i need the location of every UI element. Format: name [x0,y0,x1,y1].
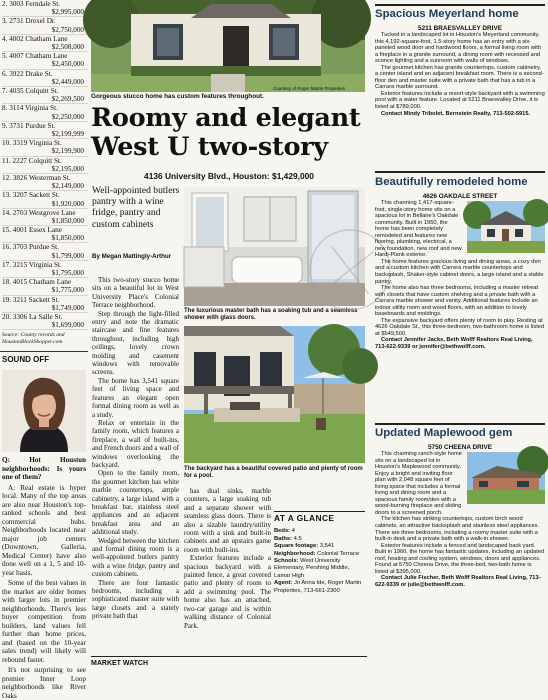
body-paragraph: Exterior features include a spacious backyard with a painted fence, a great covered patio and plenty of room to add a swimming pool. The home also has an attached, two-car garage and is within walking distance of Colonial Park. [184,554,271,630]
listing-price: $2,508,000 [51,42,84,51]
photo-credit: Courtesy of Roger Martin Properties [273,86,346,91]
listing-row [2,243,88,260]
listing-address: 6. 3922 Drake St. [2,69,53,78]
listing-address: 16. 3703 Purdue St. [2,243,59,252]
body-paragraph: There are four fantastic bedrooms, including a sophisticated master suite with large closets and a stately private bath that [92,578,179,621]
listings-source: Source: County records and HoustonBlockShopper.com [2,332,65,345]
listing-price: $1,795,000 [51,269,84,278]
rule [375,171,545,173]
spacious-address: 5211 BRAESVALLEY DRIVE [418,25,502,32]
listing-price: $2,195,000 [51,164,84,173]
columnist-photo [2,370,86,452]
rule [375,4,545,6]
listing-row [2,261,88,278]
remodeled-section [375,176,545,351]
glance-item: Square footage: 3,541 [274,543,335,550]
spacious-body [375,32,545,117]
listing-address: 9. 3731 Purdue St. [2,121,56,130]
body-paragraph: Relax or entertain in the family room, which features a fireplace, a wall of built-ins, and French doors and a wall of windows overlooking the backyard. [92,418,179,469]
spacious-meyerland-section [375,8,545,117]
listing-address: 2. 3003 Ferndale St. [2,0,61,8]
listing-price: $2,199,900 [51,147,84,156]
listing-price: $2,450,000 [51,60,84,69]
maplewood-title: Updated Maplewood gem [375,427,513,439]
listing-row [2,17,88,34]
listing-address: 11. 2227 Colquitt St. [2,156,62,165]
maplewood-address: 5750 CHEENA DRIVE [427,444,493,451]
listing-row [2,122,88,139]
answer-para: It's not surprising to see premier Inner Loop neighborhoods like River Oaks [2,666,86,700]
listing-price: $1,799,000 [51,251,84,260]
listing-address: 18. 4015 Chatham Lane [2,278,72,287]
listing-price: $1,920,000 [51,199,84,208]
body-paragraph: Open to the family room, the gourmet kitchen has white marble countertops, ample cabinetry, a large island with a breakfast bar, stainless steel appliances and an adjacent breakfast area and an additional study. [92,469,179,537]
body-paragraph: The home has 3,541 square feet of living space and features an elegant open formal dining room as well as a study. [92,376,179,419]
listing-row [2,104,88,121]
agent-contact: Contact Julie Fischer, Beth Wolff Realtors Real Living, 713-622-9339 or julie@bethwolff.com. [375,575,541,588]
listing-row [2,157,88,174]
yard-photo-caption: The backyard has a beautiful covered patio and plenty of room for a pool. [184,466,363,479]
body-paragraph: has dual sinks, marble counters, a large soaking tub and a separate shower with seamless glass doors. There is also a sizable laundry/utility room with a sink and built-in cabinets and an upstairs game room with built-ins. [184,487,271,554]
listing-row [2,191,88,208]
listing-price: $1,850,000 [51,216,84,225]
answer-para: Some of the best values in the market are older homes with larger lots in premier neighborhoods. There's less buyer competition from builders, land values fell further than home prices, and (based on the 10-year sales trend) will likely will rebound faster. [2,579,86,664]
spacious-title: Spacious Meyerland home [375,8,519,20]
glance-item: Agent: Jo Anna Ide, Roger Martin Properties, 713-661-2300 [274,580,362,594]
oakdale-house-photo [467,201,545,253]
listing-address-price: 4136 University Blvd., Houston: $1,429,000 [144,171,314,181]
listing-price: $2,250,000 [51,112,84,121]
glance-item: Beds: 4 [274,528,295,535]
listing-address: 7. 4035 Colquitt St. [2,86,59,95]
listing-price: $1,775,000 [51,286,84,295]
article-byline: By Megan Mattingly-Arthur [92,253,172,260]
listing-address: 8. 3114 Virginia St. [2,104,58,113]
answer-para: A: Real estate is hyper local. Many of the top areas are also near Houston's top-ranked schools and best commercial hubs. Neighborhoods located near major job centers (Downtown, Galleria, Medical Center) have also done well on a 1, 5 and 10-year basis. [2,483,86,577]
body-paragraph: The expansive backyard offers plenty of room to play. Resting at 4626 Oakdale St., this three-bedroom, two-bathroom home is listed at $549,500. [375,317,545,337]
top-photo-caption: Gorgeous stucco home has custom features throughout. [91,93,264,100]
agent-contact: Contact Jennifer Jacks, Beth Wolff Realtors Real Living, 713-622-9339 or jennifer@bethwolff.com. [375,337,533,351]
listing-price: $2,269,500 [51,95,84,104]
listing-address: 5. 4007 Chatham Lane [2,52,68,61]
maplewood-section [375,427,545,588]
house-exterior-photo [91,0,365,92]
at-a-glance-title: AT A GLANCE [274,513,335,523]
body-paragraph: The home features gracious living and dining areas, a cozy den and a custom kitchen with Carrera marble countertops and backsplash, Shaker-style cabinet doors, a large island and a stable pantry. [375,258,544,285]
sound-off-heading: SOUND OFF [0,351,88,364]
listing-address: 3. 2731 Drexel Dr. [2,17,56,26]
listing-row [2,139,88,156]
listing-row [2,52,88,69]
listing-price: $2,995,000 [51,8,84,17]
sound-off-qa [0,456,88,700]
listing-price: $2,449,000 [51,77,84,86]
listing-row [2,0,88,17]
body-paragraph: The home also has three bedrooms, including a master retreat with closets that have custom shelving and a private bath with a Carrara marble shower and vanity. Additional features include an indoor utility room and wood floors, with an addition to lovely baseboards and moldings. [375,285,539,318]
listing-row [2,278,88,295]
body-paragraph: This charming ranch-style home sits on a landscaped lot in Houston's Maplewood community. Enjoy a bright and inviting floor plan with 2,048 square feet of living space that includes a formal living and dining room and a spacious family room/den with a wood-burning fireplace and sliding doors to a screened porch. [375,451,462,516]
glance-item: Schools: West University Elementary, Pershing Middle, Lamar High [274,558,350,579]
listing-row [2,174,88,191]
listing-address: 12. 3826 Westerman St. [2,173,71,182]
glance-item: Baths: 4.5 [274,535,302,542]
body-paragraph: The kitchen has striking countertops, custom birch wood cabinets, an attractive backsplash and stainless steel appliances. There are three bedrooms, including a roomy master suite with a built-in desk and a private bath with a walk-in shower. [375,516,540,543]
article-body-col2 [184,487,271,630]
remodeled-title: Beautifully remodeled home [375,176,528,188]
listing-address: 4. 4002 Chatham Lane [2,34,68,43]
body-paragraph: This two-story stucco home sits on a beautiful lot in West University Place's Colonial Terrace neighborhood. [92,276,179,310]
body-paragraph: This charming 1,417-square-foot, single-story home sits on a spacious lot in Bellaire's Oakdale community. Built in 1950, the home has been completely remodeled and features new flooring, plumbing, electrical, a new foundation, new roof and new Hardi-Plank exterior. [375,200,462,259]
body-paragraph: Exterior features include a fenced and landscaped back yard. Built in 1960, the home has fantastic updates, including an updated roof, heating and cooling system, windows, doors and appliances. Found at 5750 Cheena Drive, the three-bed, two-bath home is listed at $395,000. [375,542,545,575]
listing-address: 19. 3211 Sackett St. [2,295,60,304]
question: Q: Hot Houston neighborhoods: Is yours one of them? [2,456,86,482]
feature-article [91,0,367,675]
listing-row [2,70,88,87]
body-paragraph: Exterior features include a resort-style backyard with a swimming pool with a water feature. Located at 5211 Braesvalley Drive, it is listed at $789,000. [375,90,545,111]
listing-row [2,226,88,243]
right-column [372,0,548,675]
rule [375,423,545,425]
listing-address: 20. 3306 La Salle St. [2,313,63,322]
body-paragraph: Wedged between the kitchen and formal dining room is a well-appointed butlers pantry with a wine fridge, pantry and custom cabinets. [92,536,179,579]
maplewood-body [375,451,545,588]
bath-photo-caption: The luxurious master bath has a soaking tub and a seamless shower with glass doors. [184,308,358,321]
listing-address: 15. 4001 Essex Lane [2,226,62,235]
listing-price: $2,149,000 [51,182,84,191]
at-a-glance-box [274,511,365,595]
article-deck: Well-appointed butlers pantry with a wine fridge, pantry and custom cabinets [92,185,180,230]
listing-row [2,313,88,330]
listing-row [2,35,88,52]
listing-price: $1,850,000 [51,234,84,243]
glance-item: Neighborhood: Colonial Terrace [274,550,359,557]
agent-contact: Contact Mindy Tribolet, Bernstein Realty, 713-502-5915. [381,110,531,117]
listing-price: $2,199,999 [51,129,84,138]
listing-price: $1,699,000 [51,321,84,330]
article-headline: Roomy and elegant West U two-story [91,103,361,162]
body-paragraph: Tucked in a landscaped lot in Houston's Meyerland community, this 4,192-square-foot, 1.5-story home has an entry with a six-paneled wood door and hardwood floors, a formal living room with a fireplace in a granite surround, a dining room with recessed and sconce lighting and a sunroom with walls of windows. [375,32,541,65]
remodeled-address: 4626 OAKDALE STREET [422,193,498,200]
listing-row [2,87,88,104]
listing-address: 14. 2703 Westgrove Lane [2,208,76,217]
left-column [0,0,88,700]
listing-price: $2,750,000 [51,25,84,34]
listing-price: $1,749,000 [51,303,84,312]
body-paragraph: The gourmet kitchen has granite countertops, custom cabinetry, a center island and an adjacent breakfast room. There is a second-floor den and master suite with a private bath that has a tub in a Carrara marble surround. [375,64,544,91]
listing-address: 10. 3319 Virginia St. [2,139,62,148]
cheena-house-photo [467,452,545,504]
body-paragraph: Step through the light-filled entry and note the dramatic staircase and fine features throughout, including high ceilings, lovely crown molding and casement windows with removable screens. [92,309,179,377]
backyard-photo [184,326,365,463]
market-watch-heading: MARKET WATCH [91,656,367,667]
listing-address: 17. 3215 Virginia St. [2,260,62,269]
master-bath-photo [184,187,365,306]
remodeled-body [375,200,545,351]
article-body-col1 [92,276,179,621]
listing-row [2,209,88,226]
listing-address: 13. 3207 Sackett St. [2,191,60,200]
listing-row [2,296,88,313]
listings-list [0,0,88,330]
at-a-glance-list [274,528,365,595]
